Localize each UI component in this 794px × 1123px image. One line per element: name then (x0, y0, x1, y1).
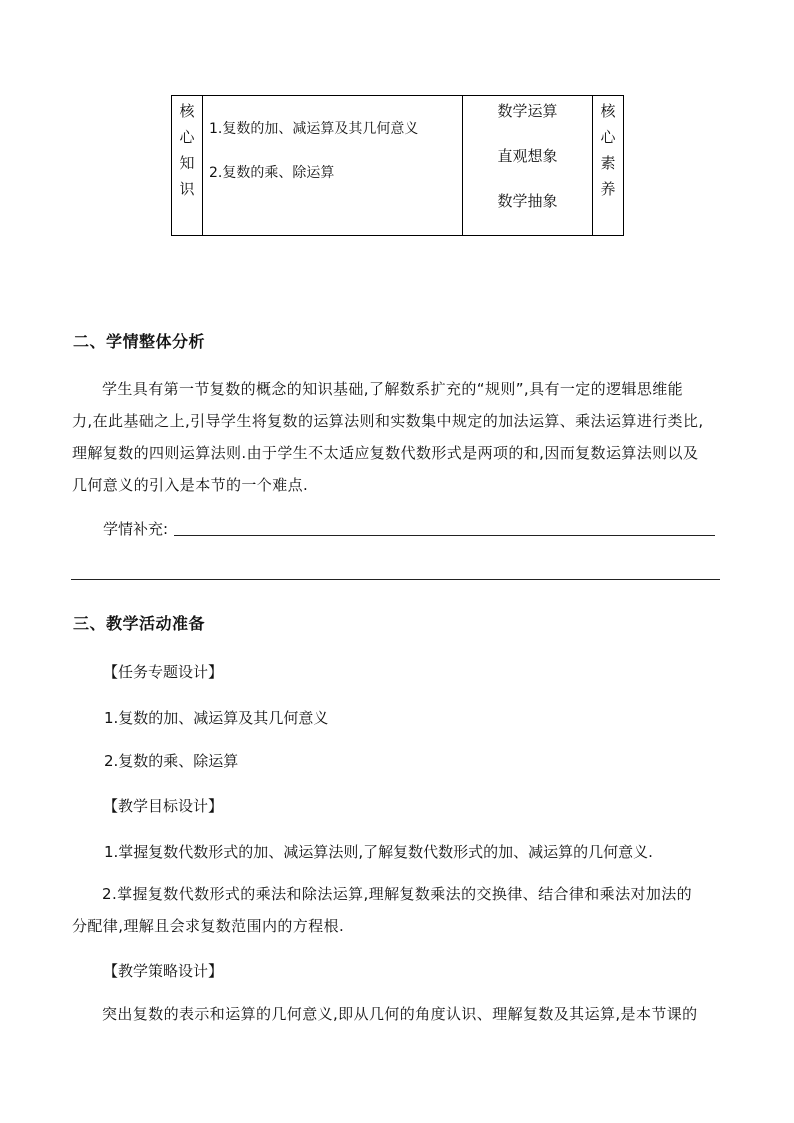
section-heading: 二、学情整体分析 (73, 332, 206, 351)
literacy-item: 直观想象 (497, 147, 558, 165)
goal-design-label: 【教学目标设计】 (103, 797, 224, 815)
task-item: 2.复数的乘、除运算 (104, 752, 239, 770)
strategy-design-label: 【教学策略设计】 (103, 962, 224, 980)
supplement-fill-line-full (71, 579, 720, 580)
core-knowledge-label-char: 核 (179, 102, 195, 120)
paragraph-line: 突出复数的表示和运算的几何意义,即从几何的角度认识、理解复数及其运算,是本节课的 (102, 1005, 698, 1023)
paragraph-line: 几何意义的引入是本节的一个难点. (72, 476, 309, 494)
task-design-label: 【任务专题设计】 (103, 663, 224, 681)
task-item: 1.复数的加、减运算及其几何意义 (104, 709, 329, 727)
paragraph-line: 理解复数的四则运算法则.由于学生不太适应复数代数形式是两项的和,因而复数运算法则以及 (72, 444, 699, 462)
goal-item: 1.掌握复数代数形式的加、减运算法则,了解复数代数形式的加、减运算的几何意义. (104, 843, 653, 861)
situation-paragraph (72, 373, 724, 501)
knowledge-item: 2.复数的乘、除运算 (209, 165, 335, 181)
core-knowledge-label-char: 知 (179, 154, 195, 172)
literacy-item: 数学抽象 (497, 192, 558, 210)
core-knowledge-label-cell (172, 96, 203, 236)
core-literacy-label-char: 核 (600, 102, 616, 120)
paragraph-line: 分配律,理解且会求复数范围内的方程根. (72, 917, 345, 935)
core-knowledge-label-char: 识 (179, 180, 195, 198)
literacy-item: 数学运算 (497, 102, 558, 120)
knowledge-items-cell (203, 96, 463, 236)
knowledge-item: 1.复数的加、减运算及其几何意义 (209, 121, 419, 137)
paragraph-line: 2.掌握复数代数形式的乘法和除法运算,理解复数乘法的交换律、结合律和乘法对加法的 (102, 885, 693, 903)
supplement-fill-line (174, 535, 715, 536)
core-literacy-label-char: 心 (600, 128, 616, 146)
paragraph-line: 学生具有第一节复数的概念的知识基础,了解数系扩充的“规则”,具有一定的逻辑思维能 (102, 380, 684, 398)
literacy-items-cell (463, 96, 593, 236)
core-knowledge-label-char: 心 (179, 128, 195, 146)
core-literacy-label-cell (593, 96, 624, 236)
supplement-label: 学情补充: (103, 520, 169, 538)
core-literacy-label-char: 素 (600, 154, 616, 172)
goal-item-multiline (72, 878, 724, 942)
core-knowledge-table (171, 95, 624, 236)
core-literacy-label-char: 养 (600, 180, 616, 198)
paragraph-line: 力,在此基础之上,引导学生将复数的运算法则和实数集中规定的加法运算、乘法运算进行类比, (72, 412, 704, 430)
strategy-paragraph (72, 998, 724, 1030)
section-heading: 三、教学活动准备 (73, 614, 206, 633)
